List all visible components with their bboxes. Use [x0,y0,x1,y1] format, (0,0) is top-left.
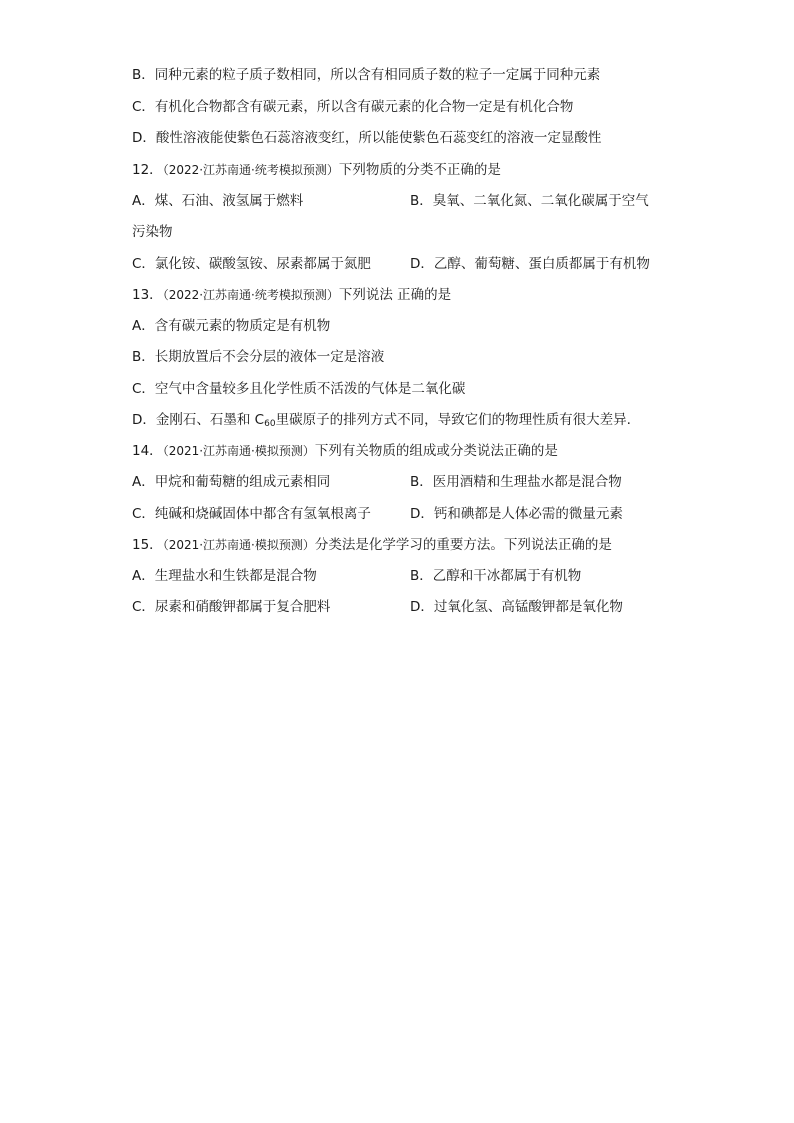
q15-stem [132,536,612,554]
question-text: 下列物质的分类不正确的是 [338,162,501,178]
q12-option-b: B．臭氧、二氧化氮、二氧化碳属于空气 [410,193,649,209]
q13-stem [132,286,451,304]
q14-option-d: D．钙和碘都是人体必需的微量元素 [410,506,623,522]
q15-option-a: A．生理盐水和生铁都是混合物 [132,568,317,584]
q13-option-d [132,411,631,429]
question-source: （2022·江苏南通·统考模拟预测） [162,163,339,177]
q14-option-b: B．医用酒精和生理盐水都是混合物 [410,474,622,490]
q11-option-c: C．有机化合物都含有碳元素，所以含有碳元素的化合物一定是有机化合物 [132,99,574,115]
q15-option-c: C．尿素和硝酸钾都属于复合肥料 [132,599,331,615]
option-text-start: D．金刚石、石墨和 C [132,412,265,428]
question-number: 12． [132,162,163,178]
q13-option-b: B．长期放置后不会分层的液体一定是溶液 [132,349,385,365]
q14-stem [132,442,558,460]
q12-option-b-continued: 污染物 [132,224,173,240]
q13-option-a: A．含有碳元素的物质定是有机物 [132,318,331,334]
q11-option-b: B．同种元素的粒子质子数相同，所以含有相同质子数的粒子一定属于同种元素 [132,67,601,83]
option-text-end: 里碳原子的排列方式不同，导致它们的物理性质有很大差异. [275,412,631,428]
q12-option-d: D．乙醇、葡萄糖、蛋白质都属于有机物 [410,256,650,272]
q12-option-c: C．氯化铵、碳酸氢铵、尿素都属于氮肥 [132,256,371,272]
q15-option-b: B．乙醇和干冰都属于有机物 [410,568,582,584]
q14-option-a: A．甲烷和葡萄糖的组成元素相同 [132,474,331,490]
question-source: （2021·江苏南通·模拟预测） [162,538,315,552]
q13-option-c: C．空气中含量较多且化学性质不活泼的气体是二氧化碳 [132,381,466,397]
subscript-60: 60 [264,419,276,429]
q15-option-d: D．过氧化氢、高锰酸钾都是氧化物 [410,599,623,615]
question-source: （2021·江苏南通·模拟预测） [162,444,315,458]
question-text: 下列说法 正确的是 [338,287,452,303]
q14-option-c: C．纯碱和烧碱固体中都含有氢氧根离子 [132,506,371,522]
question-source: （2022·江苏南通·统考模拟预测） [162,288,339,302]
question-text: 分类法是化学学习的重要方法。下列说法正确的是 [314,537,612,553]
q11-option-d: D．酸性溶液能使紫色石蕊溶液变红，所以能使紫色石蕊变红的溶液一定显酸性 [132,130,602,146]
question-text: 下列有关物质的组成或分类说法正确的是 [314,443,558,459]
question-number: 14． [132,443,163,459]
question-number: 13． [132,287,163,303]
q12-option-a: A．煤、石油、液氢属于燃料 [132,193,304,209]
q12-stem [132,161,501,179]
question-number: 15． [132,537,163,553]
